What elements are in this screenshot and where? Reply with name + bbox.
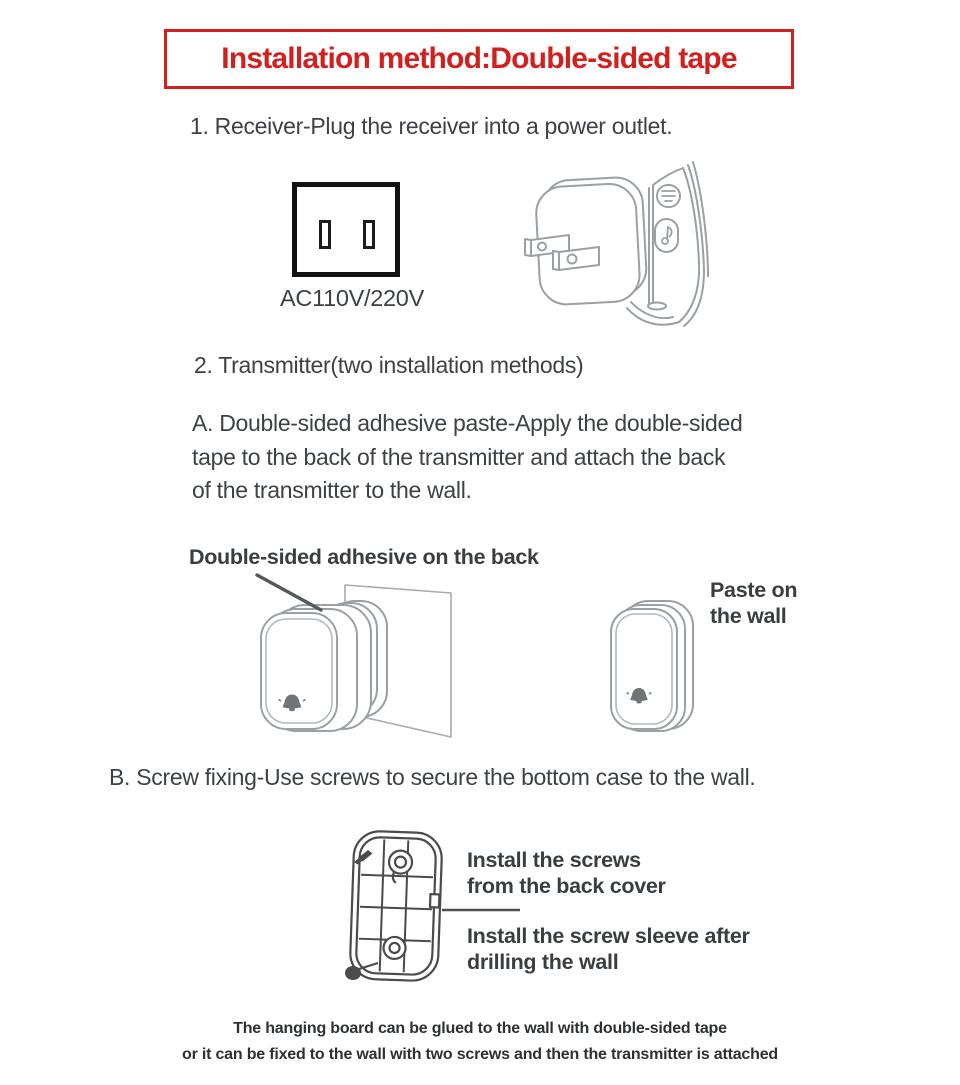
power-outlet-icon <box>292 182 400 277</box>
transmitter-body <box>261 605 371 731</box>
method-a-line3: of the transmitter to the wall. <box>192 477 472 503</box>
outlet-slot-right <box>363 220 375 249</box>
sleeve-label <box>467 923 750 975</box>
screws-label-line1: Install the screws <box>467 848 641 872</box>
sleeve-label-line1: Install the screw sleeve after <box>467 924 750 948</box>
side-latch <box>430 894 439 907</box>
paste-on-wall-label <box>710 577 797 629</box>
method-b-heading: B. Screw fixing-Use screws to secure the bottom case to the wall. <box>109 764 756 790</box>
screws-label <box>467 847 666 899</box>
title-box <box>164 29 794 89</box>
adhesive-back-label: Double-sided adhesive on the back <box>189 545 539 569</box>
top-screw-hole <box>388 850 412 883</box>
melody-button-icon <box>657 185 680 207</box>
paste-label-line2: the wall <box>710 604 787 628</box>
step1-text: 1. Receiver-Plug the receiver into a power outlet. <box>190 113 673 139</box>
transmitter-paste-illustration <box>606 596 706 748</box>
led-indicator <box>648 303 666 310</box>
page-title: Installation method:Double-sided tape <box>221 42 737 75</box>
footer-line2: or it can be fixed to the wall with two screws and then the transmitter is attached <box>182 1046 778 1063</box>
transmitter-wall-illustration <box>225 565 515 757</box>
pointer-line <box>257 575 321 610</box>
bottom-screw-hole <box>383 937 406 960</box>
method-a-paragraph <box>192 407 743 508</box>
method-a-line1: A. Double-sided adhesive paste-Apply the double-sided <box>192 410 743 436</box>
screw-icon <box>354 850 373 865</box>
paste-label-line1: Paste on <box>710 578 798 602</box>
sleeve-label-line2: drilling the wall <box>467 950 619 974</box>
back-cover-plate <box>349 830 442 981</box>
outlet-slot-left <box>319 220 331 249</box>
outlet-voltage-label: AC110V/220V <box>280 285 424 311</box>
footer-line1: The hanging board can be glued to the wall with double-sided tape <box>233 1020 727 1037</box>
receiver-illustration <box>521 158 711 333</box>
screws-label-line2: from the back cover <box>467 874 666 898</box>
step2-text: 2. Transmitter(two installation methods) <box>194 352 584 378</box>
footer-note <box>0 1016 960 1068</box>
method-a-line2: tape to the back of the transmitter and attach the back <box>192 443 726 470</box>
music-note-icon <box>655 219 678 252</box>
